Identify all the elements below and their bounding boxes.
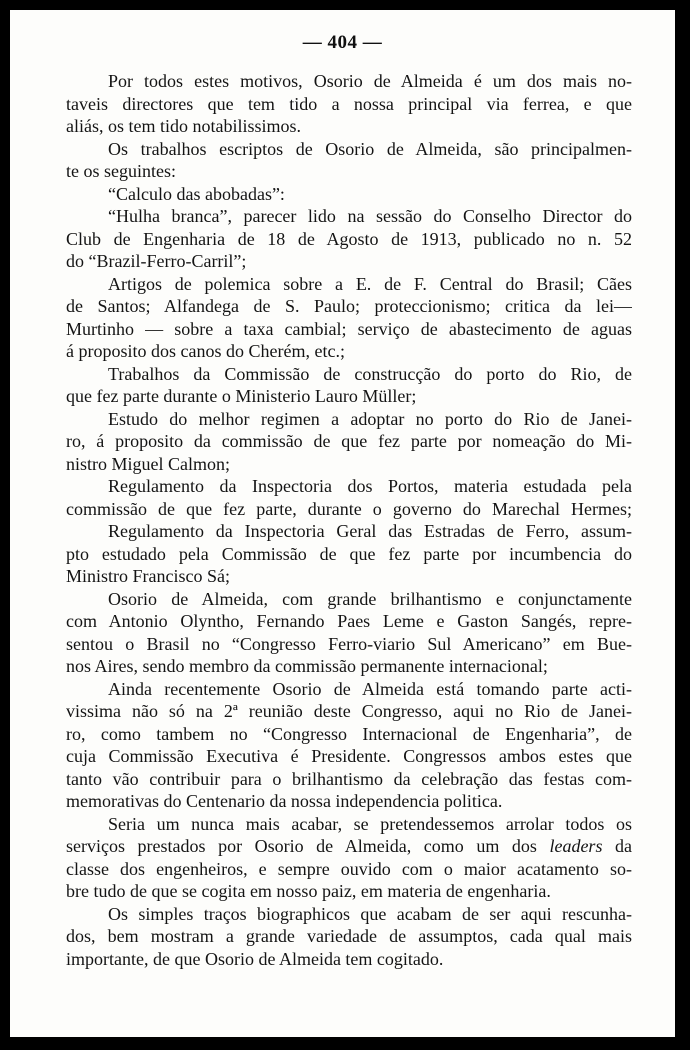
text-line: Os simples traços biographicos que acabam de ser aqui rescunha- xyxy=(108,903,632,924)
text-line: Ministro Francisco Sá; xyxy=(66,566,230,586)
text-line: Trabalhos da Commissão de construcção do porto do Rio, de xyxy=(108,363,632,384)
document-page xyxy=(10,10,675,1037)
text-line: tanto vão contribuir para o brilhantismo da celebração das festas com- xyxy=(66,768,632,789)
text-line: bre tudo de que se cogita em nosso paiz, em materia de engenharia. xyxy=(66,881,551,901)
text-line: te os seguintes: xyxy=(66,161,176,181)
text-line: ro, como tambem no “Congresso Internacional de Engenharia”, de xyxy=(66,723,632,744)
text-line: importante, de que Osorio de Almeida tem cogitado. xyxy=(66,948,444,969)
text-line: pto estudado pela Commissão de que fez parte por incumbencia do xyxy=(66,543,632,564)
body-text xyxy=(66,70,632,970)
text-line: que fez parte durante o Ministerio Lauro Müller; xyxy=(66,386,417,406)
text-line: classe dos engenheiros, e sempre ouvido com o maior acatamento so- xyxy=(66,858,632,879)
text-line: “Hulha branca”, parecer lido na sessão do Conselho Director do xyxy=(108,206,632,226)
text-line: Ainda recentemente Osorio de Almeida está tomando parte acti- xyxy=(108,678,632,699)
text-line: sentou o Brasil no “Congresso Ferro-viario Sul Americano” em Bue- xyxy=(66,633,632,654)
text-line: commissão de que fez parte, durante o governo do Marechal Hermes; xyxy=(66,498,632,519)
text-line: taveis directores que tem tido a nossa principal via ferrea, e que xyxy=(66,93,632,114)
text-line: Regulamento da Inspectoria Geral das Estradas de Ferro, assum- xyxy=(108,521,632,541)
text-line: Por todos estes motivos, Osorio de Almeida é um dos mais no- xyxy=(108,71,632,91)
text-line: Os trabalhos escriptos de Osorio de Almeida, são principalmen- xyxy=(108,138,632,159)
text-line: cuja Commissão Executiva é Presidente. Congressos ambos estes que xyxy=(66,746,632,766)
text-line: do “Brazil-Ferro-Carril”; xyxy=(66,251,247,271)
text-line: nistro Miguel Calmon; xyxy=(66,453,230,474)
text-line: Osorio de Almeida, com grande brilhantismo e conjunctamente xyxy=(108,588,632,609)
text-line: “Calculo das abobadas”: xyxy=(108,183,285,204)
text-line: serviços prestados por Osorio de Almeida, como um dos leaders da xyxy=(66,836,632,856)
text-line: memorativas do Centenario da nossa independencia politica. xyxy=(66,791,503,811)
text-line: Club de Engenharia de 18 de Agosto de 1913, publicado no n. 52 xyxy=(66,228,632,249)
text-line: á proposito dos canos do Cherém, etc.; xyxy=(66,341,345,361)
text-line: Murtinho — sobre a taxa cambial; serviço de abastecimento de aguas xyxy=(66,318,632,339)
text-line: de Santos; Alfandega de S. Paulo; proteccionismo; critica da lei— xyxy=(66,296,632,316)
text-line: aliás, os tem tido notabilissimos. xyxy=(66,116,301,136)
text-line: nos Aires, sendo membro da commissão permanente internacional; xyxy=(66,656,548,676)
text-line: Artigos de polemica sobre a E. de F. Central do Brasil; Cães xyxy=(108,273,632,294)
text-line: Regulamento da Inspectoria dos Portos, materia estudada pela xyxy=(108,476,632,496)
text-line: ro, á proposito da commissão de que fez parte por nomeação do Mi- xyxy=(66,431,632,451)
text-line: com Antonio Olyntho, Fernando Paes Leme e Gaston Sangés, repre- xyxy=(66,611,632,631)
text-line: vissima não só na 2ª reunião deste Congresso, aqui no Rio de Janei- xyxy=(66,701,632,721)
text-line: dos, bem mostram a grande variedade de assumptos, cada qual mais xyxy=(66,926,632,946)
text-line: Estudo do melhor regimen a adoptar no porto do Rio de Janei- xyxy=(108,408,632,429)
page-number: — 404 — xyxy=(302,32,383,53)
text-line: Seria um nunca mais acabar, se pretendessemos arrolar todos os xyxy=(108,813,632,834)
